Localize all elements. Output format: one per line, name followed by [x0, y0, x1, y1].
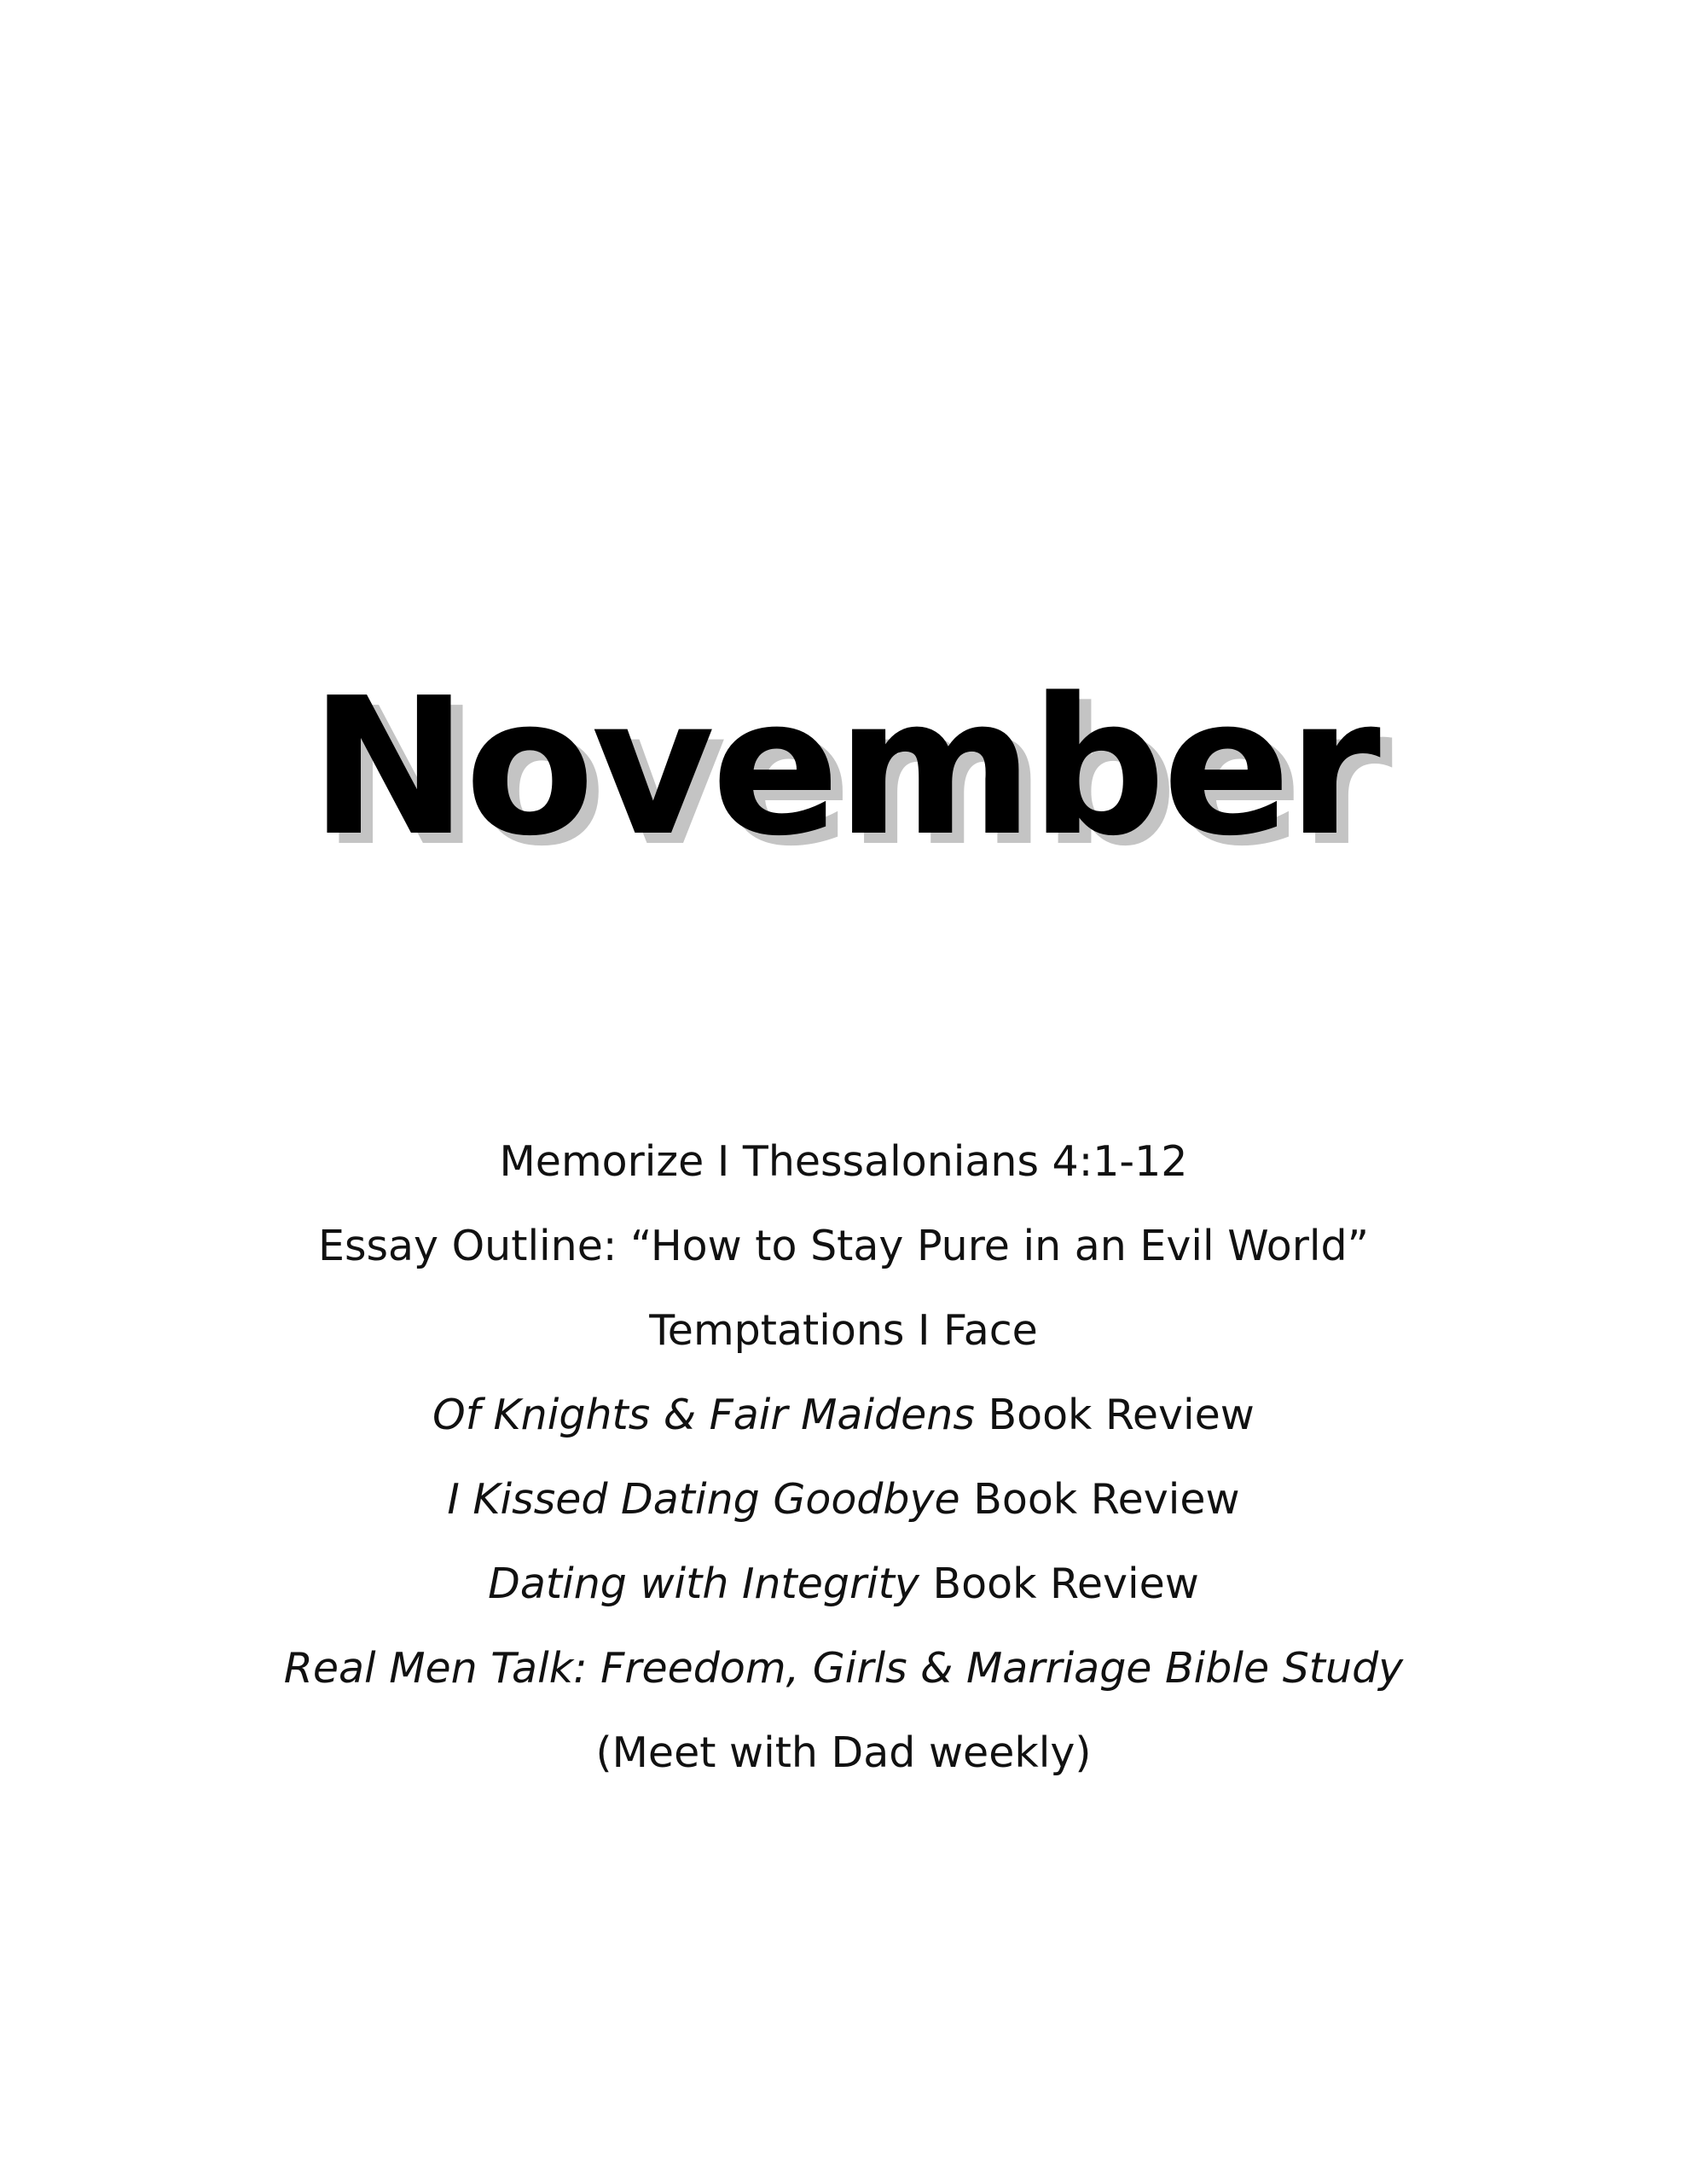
item-text: Book Review	[974, 1391, 1255, 1439]
item-text: Memorize I Thessalonians 4:1-12	[499, 1137, 1188, 1186]
page-title: November	[310, 658, 1377, 878]
list-item	[0, 1711, 1687, 1795]
book-title: I Kissed Dating Goodbye	[447, 1475, 960, 1524]
list-item	[0, 1457, 1687, 1542]
book-title: Of Knights & Fair Maidens	[432, 1391, 975, 1439]
list-item	[0, 1542, 1687, 1626]
item-text: Book Review	[959, 1475, 1240, 1524]
list-item	[0, 1626, 1687, 1711]
list-item	[0, 1288, 1687, 1373]
item-text: Book Review	[919, 1560, 1199, 1608]
list-item	[0, 1373, 1687, 1457]
book-title: Dating with Integrity	[488, 1560, 919, 1608]
list-item	[0, 1119, 1687, 1204]
assignment-list	[0, 1119, 1687, 1795]
list-item	[0, 1204, 1687, 1288]
study-title: Real Men Talk: Freedom, Girls & Marriage Bible Study	[283, 1644, 1404, 1693]
item-text: Essay Outline: “How to Stay Pure in an Evil World”	[317, 1222, 1369, 1270]
item-text: Temptations I Face	[649, 1306, 1038, 1355]
item-text: (Meet with Dad weekly)	[595, 1728, 1092, 1777]
